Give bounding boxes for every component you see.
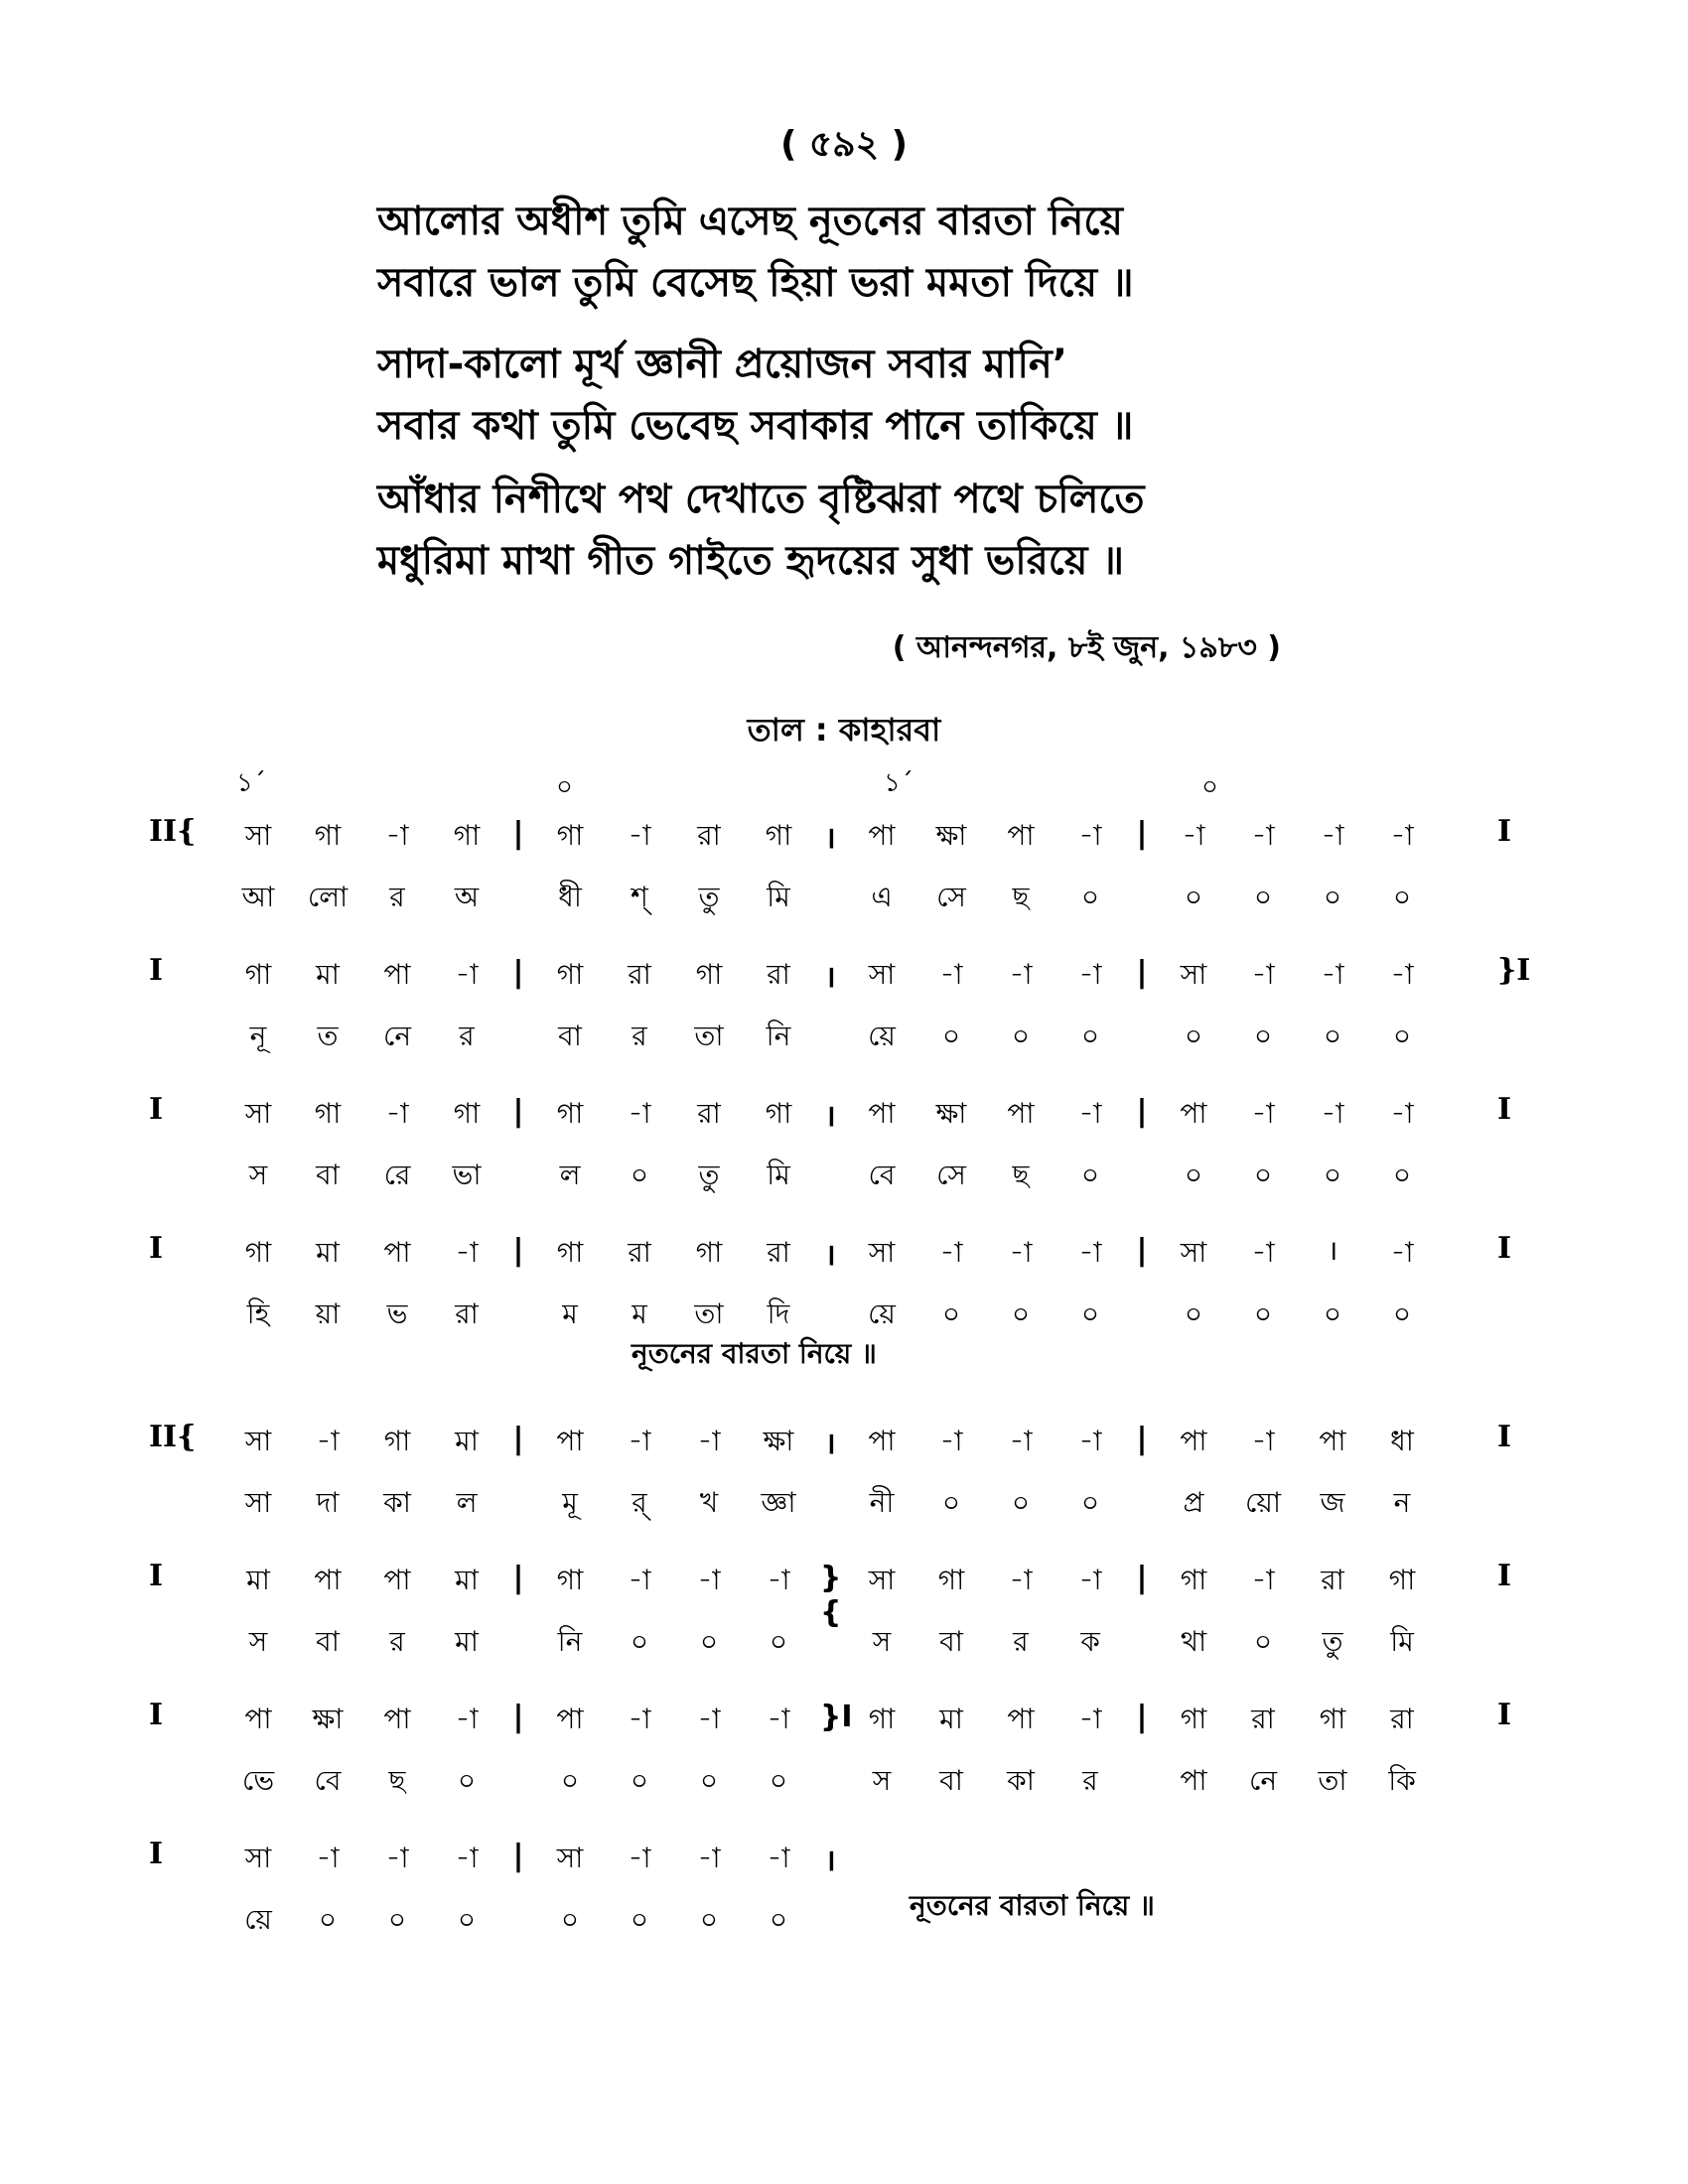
lyric-syllable: নে (1248, 1764, 1278, 1797)
lyric-syllable: ০ (1323, 1297, 1342, 1330)
lyric-syllable: দি (767, 1297, 790, 1330)
swara-note: -া (628, 1703, 651, 1735)
swara-note: -া (1321, 819, 1344, 852)
swara-note: রা (767, 1236, 790, 1269)
row-end-barline: I (1497, 814, 1512, 849)
lyric-syllable: প্র (1183, 1486, 1204, 1519)
barline: | (512, 1422, 524, 1456)
lyric-syllable: ০ (1253, 881, 1273, 913)
lyric-syllable: ন (1393, 1486, 1411, 1519)
swara-note: রা (767, 958, 790, 991)
lyric-syllable: ০ (1080, 1020, 1100, 1052)
swara-note: -া (1078, 1236, 1102, 1269)
swara-note: পা (556, 1425, 584, 1457)
lyric-syllable: হি (246, 1297, 270, 1330)
lyric-syllable: ০ (630, 1159, 649, 1191)
swara-note: পা (383, 1703, 411, 1735)
swara-note: গা (937, 1564, 965, 1596)
lyric-syllable: র (1013, 1625, 1029, 1658)
lyric-syllable: ০ (769, 1625, 788, 1658)
swara-note: গা (556, 1564, 584, 1596)
swara-note: -া (1078, 1703, 1102, 1735)
swara-note: -া (1251, 1425, 1275, 1457)
swara-note: পা (1319, 1425, 1346, 1457)
barline: । (824, 1238, 836, 1273)
lyric-syllable: সে (936, 881, 966, 913)
swara-note: গা (556, 1236, 584, 1269)
swara-note: -া (1009, 1236, 1033, 1269)
swara-note: -া (628, 1425, 651, 1457)
swara-note: রা (697, 1097, 721, 1130)
lyric-syllable: ম (562, 1297, 578, 1330)
swara-note: গা (1319, 1703, 1346, 1735)
barline: }I (820, 1700, 853, 1734)
lyric-syllable: য়ে (868, 1020, 896, 1052)
lyric-syllable: তু (1322, 1625, 1343, 1658)
beat-mark: ১´ (884, 768, 914, 798)
lyrics-stanza-3 (377, 469, 1470, 592)
lyric-syllable: ০ (1323, 1020, 1342, 1052)
lyric-syllable: ০ (1323, 1159, 1342, 1191)
lyric-syllable: শ্ (631, 881, 648, 913)
row-end-barline: I (1497, 1420, 1512, 1454)
lyrics-stanza-2 (377, 334, 1470, 457)
lyric-syllable: খ (699, 1486, 719, 1519)
swara-note: সা (868, 1564, 896, 1596)
swara-note: পা (383, 1236, 411, 1269)
lyric-syllable: র্ (632, 1486, 647, 1519)
lyric-syllable: সা (244, 1486, 272, 1519)
row-end-barline: I (1497, 1698, 1512, 1732)
swara-note: -া (939, 1236, 963, 1269)
swara-note: সা (244, 819, 272, 852)
lyric-line: মধুরিমা মাখা গীত গাইতে হৃদয়ের সুধা ভরিয়ে ॥ (377, 538, 1124, 584)
lyric-line: সবারে ভাল তুমি বেসেছ হিয়া ভরা মমতা দিয়ে ॥ (377, 260, 1134, 306)
swara-note: -া (767, 1842, 790, 1874)
lyrics-stanza-1 (377, 191, 1470, 314)
composition-attribution: ( আনন্দনগর, ৮ই জুন, ১৯৮৩ ) (892, 630, 1281, 665)
lyric-syllable: ০ (1080, 1486, 1100, 1519)
lyric-line: আঁধার নিশীথে পথ দেখাতে বৃষ্টিঝরা পথে চলিতে (377, 477, 1145, 522)
swara-note: -া (1251, 819, 1275, 852)
swara-note: -া (1078, 1097, 1102, 1130)
lyric-syllable: ছ (1012, 881, 1030, 913)
song-number: ( ৫৯২ ) (779, 124, 909, 165)
swara-note: ক্ষা (763, 1425, 794, 1457)
barline: | (512, 1839, 524, 1873)
swara-note: মা (316, 1236, 340, 1269)
swara-note: -া (1251, 958, 1275, 991)
swara-note: পা (314, 1564, 342, 1596)
lyric-syllable: নী (869, 1486, 895, 1519)
swara-note: -া (1078, 958, 1102, 991)
lyric-syllable: ০ (941, 1486, 961, 1519)
swara-note: রা (628, 1236, 651, 1269)
lyric-syllable: ০ (699, 1625, 719, 1658)
swara-note: গা (695, 958, 723, 991)
swara-note: মা (316, 958, 340, 991)
lyric-syllable: ০ (1011, 1297, 1031, 1330)
lyric-syllable: য়া (315, 1297, 341, 1330)
lyric-syllable: ভে (241, 1764, 275, 1797)
lyric-syllable: কি (1388, 1764, 1416, 1797)
lyric-syllable: য়ে (868, 1297, 896, 1330)
swara-note: গা (765, 819, 792, 852)
lyric-syllable: নি (766, 1020, 791, 1052)
row-end-barline: I (1497, 1092, 1512, 1127)
swara-note: -া (628, 819, 651, 852)
lyric-syllable: ০ (1253, 1159, 1273, 1191)
swara-note: গা (453, 1097, 481, 1130)
lyric-syllable: দা (316, 1486, 340, 1519)
refrain-label: নূতনের বারতা নিয়ে ॥ (910, 1889, 1155, 1922)
swara-note: সা (1180, 958, 1207, 991)
swara-note: গা (1388, 1564, 1416, 1596)
swara-note: -া (1009, 958, 1033, 991)
swara-note: গা (383, 1425, 411, 1457)
barline: | (512, 1094, 524, 1129)
lyric-syllable: অ (454, 881, 480, 913)
lyric-syllable: ০ (1253, 1297, 1273, 1330)
swara-note: সা (244, 1842, 272, 1874)
swara-note: -া (316, 1425, 340, 1457)
barline: }{ (820, 1561, 842, 1630)
lyric-syllable: ০ (1184, 1297, 1203, 1330)
swara-note: -া (628, 1842, 651, 1874)
lyric-syllable: ল (559, 1159, 581, 1191)
swara-note: -া (455, 1703, 479, 1735)
swara-note: রা (1390, 1703, 1414, 1735)
swara-note: -া (697, 1564, 721, 1596)
swara-note: -া (385, 1842, 409, 1874)
lyric-syllable: ছ (1012, 1159, 1030, 1191)
lyric-syllable: ০ (941, 1020, 961, 1052)
lyric-syllable: য়ে (244, 1903, 272, 1936)
lyric-syllable: ম (632, 1297, 647, 1330)
lyric-syllable: মা (455, 1625, 479, 1658)
barline: | (1136, 955, 1148, 990)
swara-note: -া (1390, 1097, 1414, 1130)
lyric-syllable: নি (557, 1625, 583, 1658)
lyric-syllable: ০ (1392, 1159, 1412, 1191)
swara-note: -া (455, 1236, 479, 1269)
swara-note: সা (556, 1842, 584, 1874)
lyric-syllable: স (248, 1159, 268, 1191)
swara-note: -া (1251, 1564, 1275, 1596)
lyric-syllable: ০ (1323, 881, 1342, 913)
swara-note: পা (1180, 1097, 1207, 1130)
barline: | (512, 1700, 524, 1734)
lyric-syllable: ভ (386, 1297, 408, 1330)
lyric-syllable: ত (317, 1020, 339, 1052)
swara-note: -া (1009, 1564, 1033, 1596)
lyric-syllable: জ্ঞা (761, 1486, 796, 1519)
lyric-syllable: ০ (560, 1764, 580, 1797)
swara-note: গা (868, 1703, 896, 1735)
lyric-syllable: য়ো (1245, 1486, 1281, 1519)
beat-mark: ১´ (236, 768, 266, 798)
row-start-barline: I (149, 1092, 164, 1127)
lyric-syllable: ০ (1392, 1020, 1412, 1052)
beat-mark: ০ (1201, 772, 1218, 802)
lyric-syllable: স (872, 1625, 892, 1658)
swara-note: -া (1390, 819, 1414, 852)
lyric-syllable: বা (939, 1625, 963, 1658)
swara-note: রা (697, 819, 721, 852)
lyric-syllable: জ (1320, 1486, 1345, 1519)
lyric-syllable: র (389, 1625, 405, 1658)
swara-note: -া (1251, 1097, 1275, 1130)
lyric-syllable: তা (694, 1297, 724, 1330)
lyric-syllable: তা (694, 1020, 724, 1052)
swara-note: -া (767, 1703, 790, 1735)
swara-note: মা (455, 1564, 479, 1596)
lyric-syllable: স (248, 1625, 268, 1658)
barline: | (1136, 1233, 1148, 1268)
lyric-syllable: ০ (1392, 881, 1412, 913)
lyric-syllable: ০ (387, 1903, 407, 1936)
swara-note: পা (556, 1703, 584, 1735)
swara-note: গা (695, 1236, 723, 1269)
lyric-syllable: ০ (1184, 881, 1203, 913)
row-start-barline: I (149, 953, 164, 988)
lyric-syllable: সে (936, 1159, 966, 1191)
lyric-syllable: রা (455, 1297, 479, 1330)
swara-note: -া (697, 1703, 721, 1735)
lyric-syllable: ০ (1011, 1486, 1031, 1519)
lyric-syllable: ভা (452, 1159, 482, 1191)
lyric-syllable: ক (1080, 1625, 1100, 1658)
lyric-syllable: র (459, 1020, 475, 1052)
lyric-syllable: ০ (1392, 1297, 1412, 1330)
lyric-syllable: বা (316, 1159, 340, 1191)
row-end-barline: }I (1497, 953, 1531, 988)
barline: । (824, 1099, 836, 1134)
lyric-syllable: ছ (388, 1764, 406, 1797)
lyric-syllable: ধী (558, 881, 582, 913)
lyric-syllable: স (872, 1764, 892, 1797)
swara-note: পা (244, 1703, 272, 1735)
lyric-line: সবার কথা তুমি ভেবেছ সবাকার পানে তাকিয়ে ॥ (377, 403, 1134, 449)
lyric-syllable: ০ (769, 1903, 788, 1936)
swara-note: -া (455, 1842, 479, 1874)
barline: | (1136, 1700, 1148, 1734)
lyric-syllable: থা (1180, 1625, 1207, 1658)
swara-note: পা (383, 958, 411, 991)
lyric-syllable: ০ (1080, 1297, 1100, 1330)
beat-mark: ০ (556, 772, 573, 802)
swara-note: পা (383, 1564, 411, 1596)
lyric-syllable: ০ (630, 1625, 649, 1658)
swara-note: -া (1078, 1564, 1102, 1596)
lyric-syllable: ০ (1184, 1159, 1203, 1191)
swara-note: পা (868, 1097, 896, 1130)
lyric-syllable: ০ (1253, 1625, 1273, 1658)
lyric-syllable: ০ (630, 1764, 649, 1797)
tala-heading: তাল : কাহারবা (747, 711, 941, 749)
swara-note: -া (939, 1425, 963, 1457)
lyric-syllable: নূ (249, 1020, 267, 1052)
lyric-syllable: ০ (699, 1764, 719, 1797)
lyric-syllable: মি (767, 881, 790, 913)
swara-note: মা (455, 1425, 479, 1457)
barline: । (824, 1427, 836, 1461)
lyric-syllable: ০ (1253, 1020, 1273, 1052)
swara-note: -া (628, 1564, 651, 1596)
lyric-syllable: লো (307, 881, 349, 913)
lyric-syllable: মূ (562, 1486, 578, 1519)
lyric-syllable: ০ (318, 1903, 338, 1936)
barline: | (1136, 1561, 1148, 1595)
swara-note: গা (765, 1097, 792, 1130)
swara-note: সা (244, 1425, 272, 1457)
barline: | (1136, 1422, 1148, 1456)
swara-note: পা (868, 819, 896, 852)
swara-note: মা (939, 1703, 963, 1735)
lyric-syllable: পা (1180, 1764, 1207, 1797)
barline: | (512, 955, 524, 990)
barline: | (1136, 1094, 1148, 1129)
swara-note: গা (556, 958, 584, 991)
lyric-syllable: মি (1390, 1625, 1414, 1658)
row-end-barline: I (1497, 1231, 1512, 1266)
swara-note: গা (556, 1097, 584, 1130)
swara-note: গা (1180, 1564, 1207, 1596)
barline: । (824, 821, 836, 856)
swara-note: রা (628, 958, 651, 991)
row-start-barline: I (149, 1837, 164, 1871)
lyric-syllable: রে (383, 1159, 411, 1191)
swara-note: -া (385, 1097, 409, 1130)
lyric-line: সাদা-কালো মূর্খ জ্ঞানী প্রয়োজন সবার মানি’ (377, 341, 1067, 387)
swara-note: -া (385, 819, 409, 852)
refrain-label: নূতনের বারতা নিয়ে ॥ (632, 1337, 877, 1370)
lyric-syllable: ০ (457, 1903, 477, 1936)
lyric-syllable: ০ (769, 1764, 788, 1797)
swara-note: -া (628, 1097, 651, 1130)
row-start-barline: I (149, 1698, 164, 1732)
lyric-syllable: ০ (1184, 1020, 1203, 1052)
swara-note: -া (1390, 1236, 1414, 1269)
swara-note: -া (1078, 819, 1102, 852)
swara-note: পা (1007, 1703, 1035, 1735)
lyric-syllable: নে (382, 1020, 412, 1052)
swara-note: -া (316, 1842, 340, 1874)
barline: । (824, 1843, 836, 1878)
swara-note: রা (1321, 1564, 1344, 1596)
lyric-syllable: ০ (457, 1764, 477, 1797)
barline: | (1136, 816, 1148, 851)
swara-note: ক্ষা (312, 1703, 344, 1735)
lyric-syllable: ০ (699, 1903, 719, 1936)
lyric-syllable: বে (868, 1159, 896, 1191)
row-start-barline: II{ (149, 1420, 197, 1454)
lyric-syllable: র (389, 881, 405, 913)
swara-note: ক্ষা (935, 819, 967, 852)
lyric-syllable: ০ (630, 1903, 649, 1936)
swara-note: -া (1251, 1236, 1275, 1269)
barline: । (824, 960, 836, 995)
swara-note: গা (556, 819, 584, 852)
lyric-syllable: র (632, 1020, 647, 1052)
lyric-syllable: ০ (941, 1297, 961, 1330)
swara-note: পা (1007, 1097, 1035, 1130)
lyric-syllable: ল (456, 1486, 478, 1519)
barline: | (512, 816, 524, 851)
lyric-line: আলোর অধীশ তুমি এসেছ নূতনের বারতা নিয়ে (377, 199, 1123, 244)
swara-note: -া (1390, 958, 1414, 991)
lyric-syllable: মি (767, 1159, 790, 1191)
lyric-syllable: বা (939, 1764, 963, 1797)
swara-note: পা (1180, 1425, 1207, 1457)
row-start-barline: II{ (149, 814, 197, 849)
swara-note: -া (1009, 1425, 1033, 1457)
lyric-syllable: কা (383, 1486, 411, 1519)
swara-note: -া (697, 1425, 721, 1457)
swara-note: -া (455, 958, 479, 991)
swara-note: গা (453, 819, 481, 852)
swara-note: ধা (1390, 1425, 1414, 1457)
swara-note: ক্ষা (935, 1097, 967, 1130)
row-start-barline: I (149, 1559, 164, 1593)
swara-note: গা (1180, 1703, 1207, 1735)
lyric-syllable: বা (316, 1625, 340, 1658)
lyric-syllable: র (1082, 1764, 1098, 1797)
swara-note: -া (1321, 1097, 1344, 1130)
swara-note: গা (314, 819, 342, 852)
lyric-syllable: কা (1007, 1764, 1035, 1797)
swara-note: -া (767, 1564, 790, 1596)
lyric-syllable: তু (698, 1159, 720, 1191)
swara-note: সা (868, 958, 896, 991)
lyric-syllable: ০ (560, 1903, 580, 1936)
barline: | (512, 1233, 524, 1268)
lyric-syllable: তু (698, 881, 720, 913)
swara-note: -া (697, 1842, 721, 1874)
lyric-syllable: তা (1318, 1764, 1347, 1797)
swara-note: পা (1007, 819, 1035, 852)
swara-note: -া (939, 958, 963, 991)
swara-note: গা (244, 958, 272, 991)
swara-note: -া (1321, 958, 1344, 991)
lyric-syllable: এ (871, 881, 893, 913)
swara-note: মা (246, 1564, 270, 1596)
swara-note: রা (1251, 1703, 1275, 1735)
swara-note: -া (1182, 819, 1205, 852)
swara-note: -া (1078, 1425, 1102, 1457)
swara-note: গা (314, 1097, 342, 1130)
swara-note: । (1327, 1234, 1338, 1267)
swara-note: সা (868, 1236, 896, 1269)
barline: | (512, 1561, 524, 1595)
lyric-syllable: ০ (1080, 1159, 1100, 1191)
lyric-syllable: ০ (1080, 881, 1100, 913)
swara-note: সা (244, 1097, 272, 1130)
swara-note: পা (868, 1425, 896, 1457)
lyric-syllable: ০ (1011, 1020, 1031, 1052)
swara-note: সা (1180, 1236, 1207, 1269)
lyric-syllable: বে (314, 1764, 342, 1797)
row-start-barline: I (149, 1231, 164, 1266)
row-end-barline: I (1497, 1559, 1512, 1593)
swara-note: গা (244, 1236, 272, 1269)
lyric-syllable: বা (558, 1020, 582, 1052)
lyric-syllable: আ (241, 881, 275, 913)
